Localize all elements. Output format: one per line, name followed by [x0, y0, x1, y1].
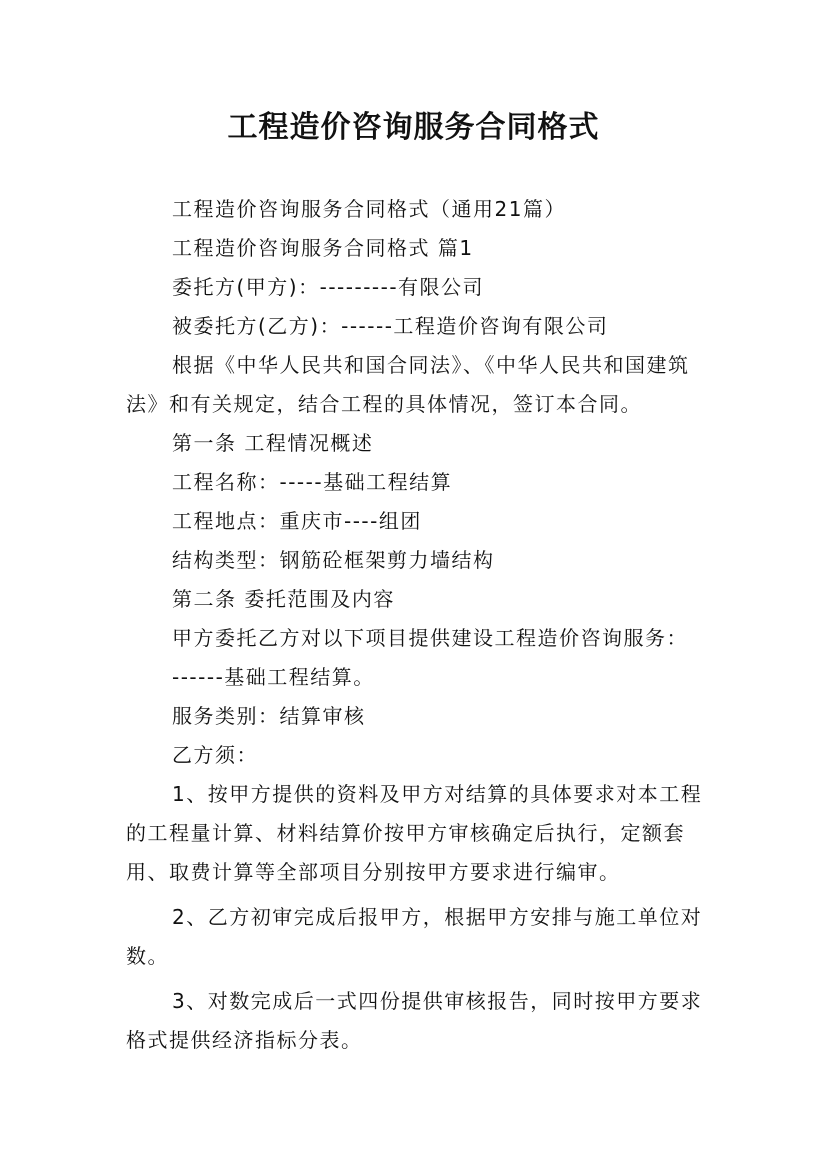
paragraph-party-a: 委托方(甲方)：---------有限公司 — [172, 275, 485, 299]
document-title: 工程造价咨询服务合同格式 — [227, 110, 600, 145]
paragraph-duty-3: 3、对数完成后一式四份提供审核报告，同时按甲方要求格式提供经济指标分表。 — [126, 989, 703, 1052]
paragraph-article-1-heading: 第一条 工程情况概述 — [172, 431, 374, 455]
document-body — [126, 190, 716, 1060]
paragraph-article-2-heading: 第二条 委托范围及内容 — [172, 587, 395, 611]
paragraph-basis: 根据《中华人民共和国合同法》、《中华人民共和国建筑法》和有关规定，结合工程的具体情况，签订本合同。 — [126, 353, 690, 416]
paragraph-duty-1: 1、按甲方提供的资料及甲方对结算的具体要求对本工程的工程量计算、材料结算价按甲方审核确定后执行，定额套用、取费计算等全部项目分别按甲方要求进行编审。 — [126, 782, 703, 884]
paragraph-duty-2: 2、乙方初审完成后报甲方，根据甲方安排与施工单位对数。 — [126, 905, 703, 968]
paragraph-service-type: 服务类别：结算审核 — [172, 704, 366, 728]
paragraph-part-heading: 工程造价咨询服务合同格式 篇1 — [172, 236, 474, 260]
paragraph-project-location: 工程地点：重庆市----组团 — [172, 509, 422, 533]
paragraph-party-b-duties: 乙方须： — [172, 743, 258, 767]
paragraph-commission-item: ------基础工程结算。 — [172, 665, 375, 689]
paragraph-subtitle: 工程造价咨询服务合同格式（通用21篇） — [172, 197, 566, 221]
paragraph-project-name: 工程名称：-----基础工程结算 — [172, 470, 453, 494]
paragraph-structure-type: 结构类型：钢筋砼框架剪力墙结构 — [172, 548, 495, 572]
paragraph-commission: 甲方委托乙方对以下项目提供建设工程造价咨询服务： — [172, 626, 688, 650]
paragraph-party-b: 被委托方(乙方)：------工程造价咨询有限公司 — [172, 314, 609, 338]
